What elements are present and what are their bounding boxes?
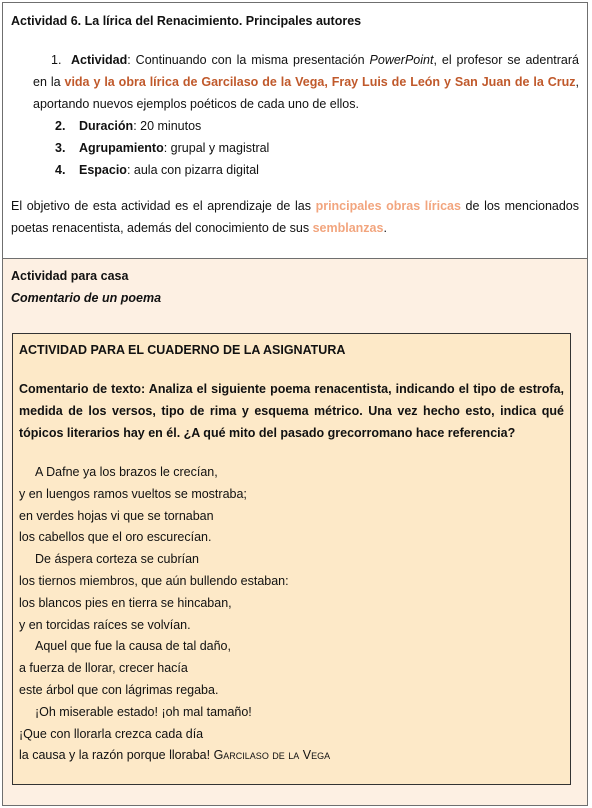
authors-highlight: vida y la obra lírica de Garcilaso de la Vega, Fray Luis de León y San Juan de la Cruz — [64, 75, 576, 89]
poem-line: en verdes hojas vi que se tornaban — [19, 508, 214, 523]
item-label: Agrupamiento — [79, 141, 164, 155]
step-text-b: , el profesor se adentrará en la — [33, 53, 579, 89]
poem — [19, 462, 564, 767]
poem-line: los tiernos miembros, que aún bullendo estaban: — [19, 573, 289, 588]
powerpoint-text: PowerPoint — [369, 53, 434, 67]
poem-line: ¡Que con llorarla crezca cada día — [19, 726, 204, 741]
poem-author: Garcilaso de la Vega — [213, 748, 331, 763]
poem-line: a fuerza de llorar, crecer hacía — [19, 661, 188, 676]
poem-line: los blancos pies en tierra se hincaban, — [19, 595, 232, 610]
notebook-activity-box — [12, 333, 571, 785]
poem-line: y en torcidas raíces se volvían. — [19, 617, 191, 632]
item-value: : aula con pizarra digital — [126, 163, 259, 177]
poem-line: y en luengos ramos vueltos se mostraba; — [19, 486, 247, 501]
item-value: : 20 minutos — [133, 119, 202, 133]
poem-last-line: la causa y la razón porque lloraba! Garcilaso de la Vega — [19, 748, 331, 763]
activity-title: Actividad 6. La lírica del Renacimiento. Principales autores — [11, 14, 362, 28]
homework-title: Actividad para casa — [11, 269, 129, 283]
list-item: 3. Agrupamiento: grupal y magistral — [55, 141, 270, 155]
poem-line: Aquel que fue la causa de tal daño, — [35, 639, 231, 654]
obras-highlight: principales obras líricas — [315, 199, 461, 213]
homework-subtitle: Comentario de un poema — [11, 291, 162, 305]
box-title: ACTIVIDAD PARA EL CUADERNO DE LA ASIGNATURA — [19, 343, 346, 357]
objective-paragraph: El objetivo de esta actividad es el aprendizaje de las principales obras líricas de los mencionados poetas renacentista, además del conocimiento de sus semblanzas. — [11, 199, 580, 235]
activity-step-1 — [11, 49, 579, 115]
activity-section — [3, 3, 587, 259]
poem-line: A Dafne ya los brazos le crecían, — [35, 465, 218, 479]
item-value: : grupal y magistral — [163, 141, 270, 155]
item-label: Duración — [79, 119, 134, 133]
poem-line: los cabellos que el oro escurecían. — [19, 530, 212, 545]
activity-table — [2, 2, 588, 806]
item-label: Espacio — [79, 163, 127, 177]
semblanzas-highlight: semblanzas — [312, 221, 384, 235]
step-text-a: : Continuando con la misma presentación — [127, 53, 370, 67]
box-instruction: Comentario de texto: Analiza el siguiente poema renacentista, indicando el tipo de estrofa, medida de los versos, tipo de rima y esquema métrico. Una vez hecho esto, indica qué tópicos literarios hay en él. ¿A qué mito del pasado grecorromano hace referencia? — [19, 382, 564, 440]
poem-line: De áspera corteza se cubrían — [35, 552, 199, 567]
activity-details-list — [11, 115, 579, 181]
poem-line: este árbol que con lágrimas regaba. — [19, 682, 219, 697]
poem-line: ¡Oh miserable estado! ¡oh mal tamaño! — [35, 704, 252, 719]
step-label: Actividad — [71, 53, 128, 67]
list-item: 2. Duración: 20 minutos — [55, 119, 202, 133]
list-item: 4. Espacio: aula con pizarra digital — [55, 163, 259, 177]
step-text-c: , aportando nuevos ejemplos poéticos de cada uno de ellos. — [33, 75, 579, 111]
step-number: 1. — [51, 53, 62, 67]
